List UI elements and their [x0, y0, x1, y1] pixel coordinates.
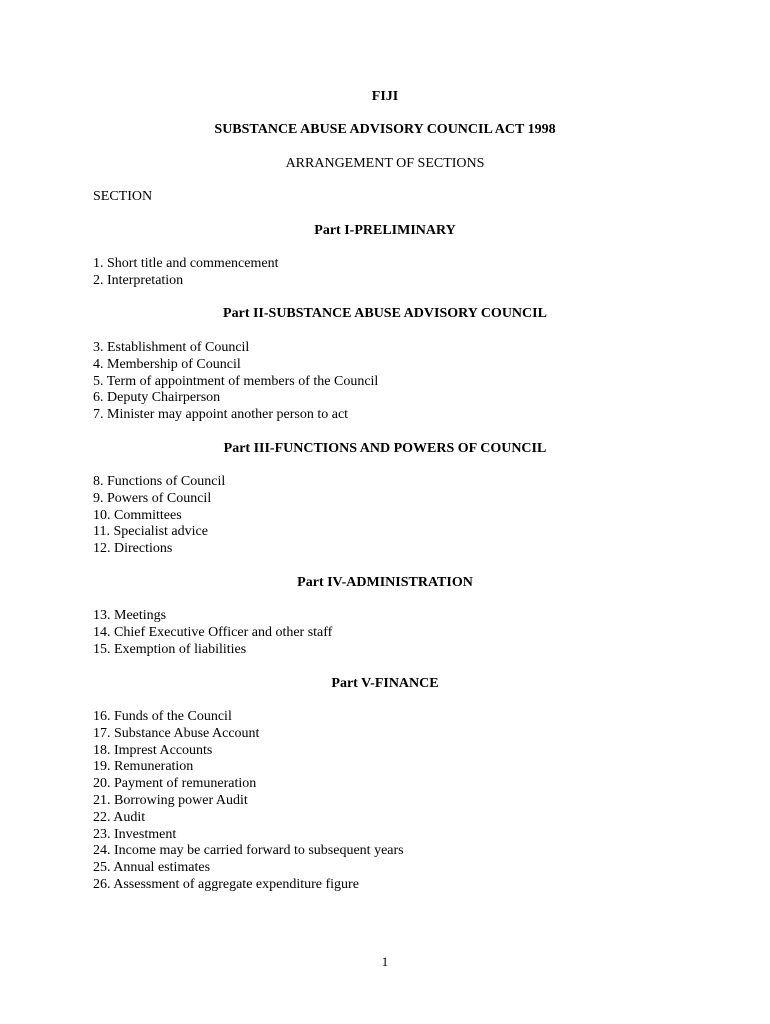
section-item: 25. Annual estimates: [93, 860, 211, 876]
section-item: 7. Minister may appoint another person to act: [93, 407, 349, 423]
section-item: 21. Borrowing power Audit: [93, 792, 248, 808]
arrangement-heading: ARRANGEMENT OF SECTIONS: [285, 156, 485, 171]
section-list: [93, 256, 278, 290]
section-item: 5. Term of appointment of members of the Council: [93, 373, 379, 389]
part-heading: Part II-SUBSTANCE ABUSE ADVISORY COUNCIL: [223, 306, 547, 321]
section-item: 23. Investment: [93, 826, 177, 842]
section-item: 11. Specialist advice: [93, 524, 208, 540]
section-label: SECTION: [93, 189, 153, 204]
act-title: SUBSTANCE ABUSE ADVISORY COUNCIL ACT 1998: [214, 122, 556, 137]
part-heading: Part III-FUNCTIONS AND POWERS OF COUNCIL: [223, 441, 547, 456]
section-item: 12. Directions: [93, 541, 173, 557]
country-heading: FIJI: [371, 89, 399, 104]
section-item: 15. Exemption of liabilities: [93, 641, 247, 657]
section-item: 19. Remuneration: [93, 759, 194, 775]
section-item: 3. Establishment of Council: [93, 340, 250, 355]
section-item: 17. Substance Abuse Account: [93, 725, 260, 741]
section-item: 20. Payment of remuneration: [93, 776, 257, 792]
part-heading: Part IV-ADMINISTRATION: [297, 575, 473, 590]
section-item: 4. Membership of Council: [93, 356, 241, 372]
section-list: [93, 709, 404, 894]
section-item: 14. Chief Executive Officer and other staff: [93, 624, 333, 640]
section-item: 8. Functions of Council: [93, 474, 226, 489]
part-heading: Part I-PRELIMINARY: [314, 223, 456, 238]
section-item: 13. Meetings: [93, 608, 167, 623]
section-list: [93, 340, 378, 424]
section-item: 1. Short title and commencement: [93, 256, 279, 271]
part-heading: Part V-FINANCE: [331, 676, 439, 691]
section-item: 2. Interpretation: [93, 272, 184, 288]
page-number: 1: [381, 954, 389, 969]
section-item: 16. Funds of the Council: [93, 709, 232, 724]
section-item: 26. Assessment of aggregate expenditure figure: [93, 876, 359, 892]
section-item: 9. Powers of Council: [93, 490, 212, 506]
section-list: [93, 608, 332, 658]
section-item: 24. Income may be carried forward to subsequent years: [93, 843, 404, 859]
section-item: 6. Deputy Chairperson: [93, 390, 221, 406]
section-item: 18. Imprest Accounts: [93, 742, 213, 758]
section-list: [93, 474, 225, 558]
section-item: 22. Audit: [93, 809, 146, 825]
section-item: 10. Committees: [93, 507, 182, 523]
